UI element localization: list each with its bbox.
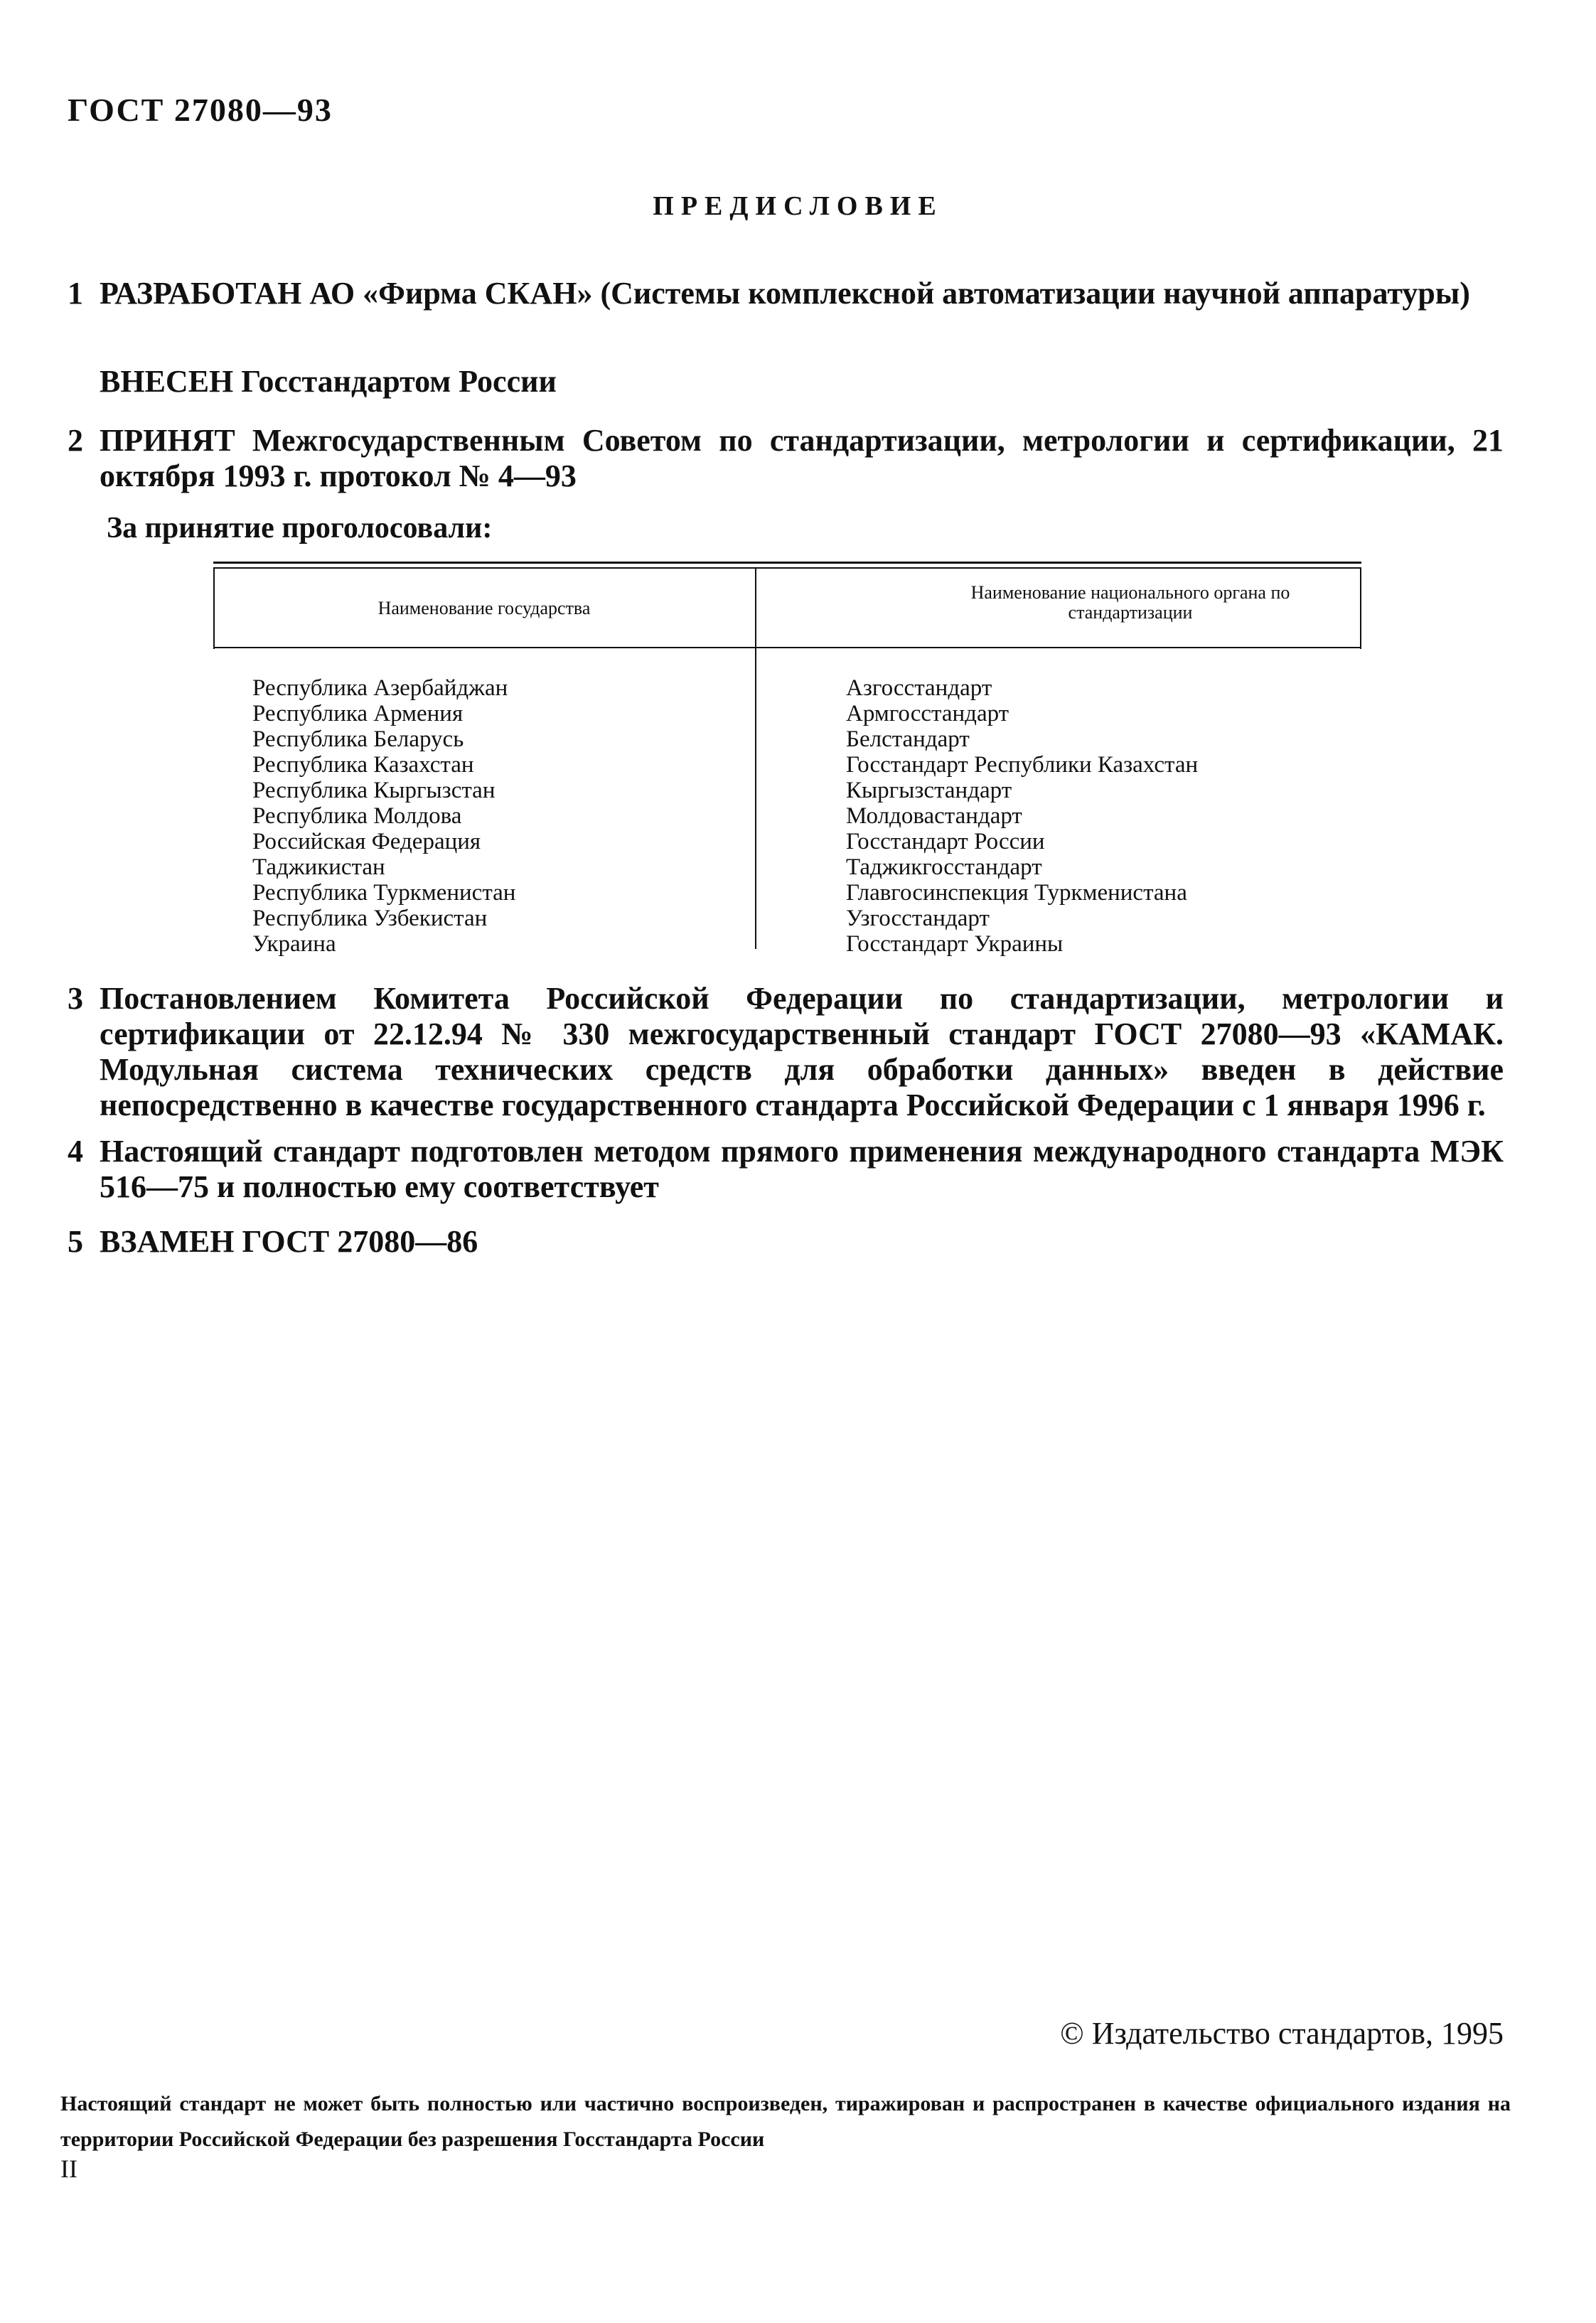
table-cell: Республика Армения — [252, 701, 464, 726]
table-column-states — [252, 675, 515, 957]
paragraph-number: 5 — [68, 1224, 83, 1259]
table-header-body: Наименование национального органа по стандартизации — [970, 582, 1290, 623]
table-cell: Республика Кыргызстан — [252, 778, 496, 803]
page-number: II — [60, 2155, 77, 2183]
document-code: ГОСТ 27080—93 — [68, 92, 333, 128]
paragraph-text: РАЗРАБОТАН АО «Фирма СКАН» (Системы комплексной автоматизации научной аппаратуры) — [100, 276, 1470, 311]
paragraph-text: Настоящий стандарт подготовлен методом прямого применения международного стандарта МЭК 516—75 и полностью ему соответствует — [100, 1134, 1504, 1204]
table-column-bodies — [846, 675, 1198, 957]
paragraph-number: 3 — [68, 981, 83, 1016]
table-cell: Республика Молдова — [252, 803, 462, 829]
paragraph-1 — [68, 276, 1504, 311]
table-cell: Республика Туркменистан — [252, 880, 516, 906]
table-cell: Российская Федерация — [252, 829, 481, 854]
table-cell: Госстандарт Республики Казахстан — [846, 752, 1199, 778]
table-cell: Белстандарт — [846, 726, 970, 752]
voting-table — [213, 562, 1361, 956]
paragraph-number: 2 — [68, 423, 83, 458]
table-cell: Главгосинспекция Туркменистана — [846, 880, 1187, 906]
table-cell: Республика Беларусь — [252, 726, 464, 752]
table-cell: Республика Азербайджан — [252, 675, 508, 701]
voted-label — [68, 510, 1504, 546]
table-cell: Таджикгосстандарт — [846, 854, 1042, 880]
paragraph-number: 4 — [68, 1134, 83, 1169]
table-cell: Госстандарт Украины — [846, 931, 1064, 957]
paragraph-number: 1 — [68, 276, 83, 311]
table-cell: Азгосстандарт — [846, 675, 992, 701]
copyright: © Издательство стандартов, 1995 — [1060, 2016, 1504, 2051]
table-cell: Молдовастандарт — [846, 803, 1022, 829]
paragraph-text: Постановлением Комитета Российской Федерации по стандартизации, метрологии и сертификации от 22.12.94 № 330 межгосударственный стандарт ГОСТ 27080—93 «КАМАК. Модульная система технических средств для обработки данных» введен в действие непосредственно в качестве государственного стандарта Российской Федерации с 1 января 1996 г. — [100, 981, 1504, 1122]
paragraph-text: ВНЕСЕН Госстандартом России — [100, 364, 557, 399]
table-cell: Кыргызстандарт — [846, 778, 1012, 803]
paragraph-5 — [68, 1224, 1504, 1260]
paragraph-3 — [68, 981, 1504, 1123]
paragraph-2 — [68, 423, 1504, 494]
table-cell: Армгосстандарт — [846, 701, 1009, 726]
table-cell: Республика Узбекистан — [252, 906, 488, 931]
reproduction-notice: Настоящий стандарт не может быть полностью или частично воспроизведен, тиражирован и распространен в качестве официального издания на территории Российской Федерации без разрешения Госстандарта России — [60, 2092, 1511, 2151]
table-header-state: Наименование государства — [377, 598, 591, 618]
table-cell: Республика Казахстан — [252, 752, 474, 778]
table-cell: Госстандарт России — [846, 829, 1045, 854]
paragraph-text: За принятие проголосовали: — [107, 512, 493, 544]
paragraph-introduced — [68, 364, 1504, 399]
table-cell: Таджикистан — [252, 854, 385, 880]
table-cell: Узгосстандарт — [846, 906, 990, 931]
paragraph-4 — [68, 1134, 1504, 1205]
paragraph-text: ВЗАМЕН ГОСТ 27080—86 — [100, 1224, 478, 1259]
paragraph-text: ПРИНЯТ Межгосударственным Советом по стандартизации, метрологии и сертификации, 21 октября 1993 г. протокол № 4—93 — [100, 423, 1504, 493]
table-cell: Украина — [252, 931, 336, 957]
section-title: ПРЕДИСЛОВИЕ — [653, 191, 943, 221]
